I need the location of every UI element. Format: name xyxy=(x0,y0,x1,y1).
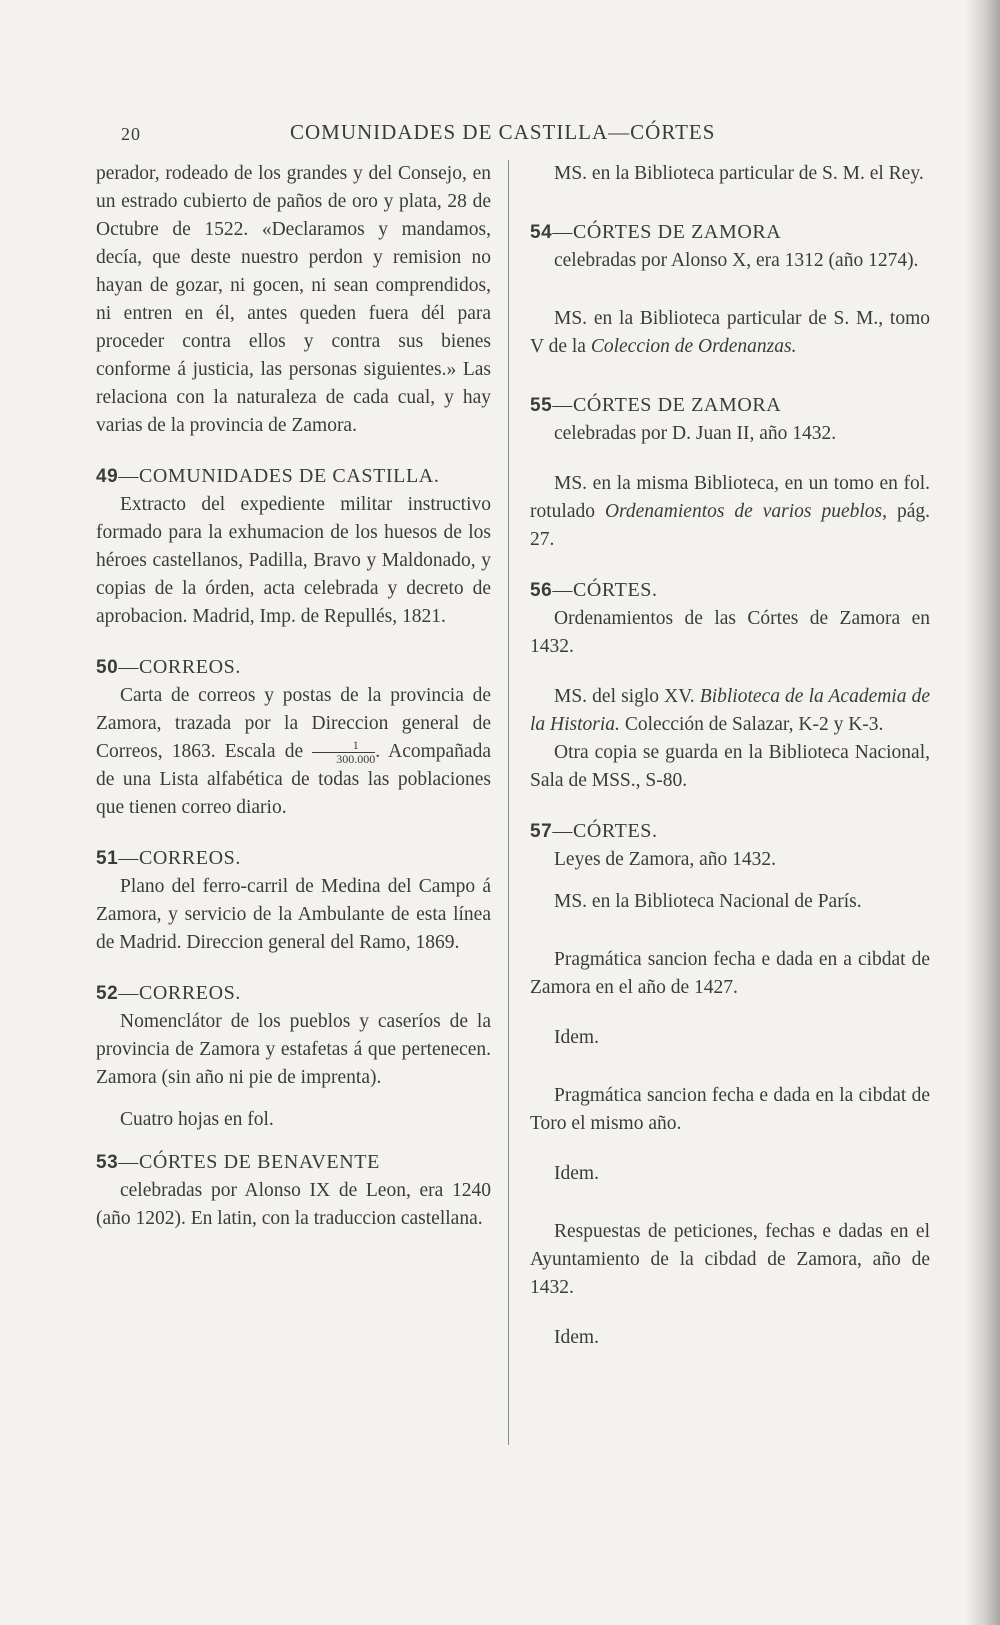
entry-50-heading xyxy=(96,653,491,682)
entry-57-note: MS. en la Biblioteca Nacional de París. xyxy=(554,891,862,912)
entry-49-title: —COMUNIDADES DE CASTILLA. xyxy=(118,465,440,487)
entry-51-heading xyxy=(96,844,491,873)
entry-56-heading xyxy=(530,576,930,605)
right-column xyxy=(530,160,930,1352)
entry-56-text: Ordenamientos de las Córtes de Zamora en 1432. xyxy=(530,608,930,657)
entry-56-note-2: Otra copia se guarda en la Biblioteca Nacional, Sala de MSS., S-80. xyxy=(530,742,930,791)
entry-48-continuation: perador, rodeado de los grandes y del Consejo, en un estrado cubierto de paños de oro y plata, 28 de Octubre de 1522. «Declaramos y mandamos, decía, que deste nuestro perdon y remision no hayan de gozar, ni gocen, ni sean comprendidos, ni entren en él, antes queden fuera dél para proceder contra ellos y contra sus bienes conforme á justicia, las personas siguientes.» Las relaciona con la naturaleza de cada cual, y hay varias de la provincia de Zamora. xyxy=(96,163,491,436)
entry-55-title: —CÓRTES DE ZAMORA xyxy=(552,394,782,416)
entry-54-note-a: MS. en la Biblioteca particular de S. M., tomo V de la xyxy=(530,308,930,357)
entry-54-title: —CÓRTES DE ZAMORA xyxy=(552,221,782,243)
pragmatica-2: Pragmática sancion fecha e dada en la cibdat de Toro el mismo año. xyxy=(530,1085,930,1134)
page-number: 20 xyxy=(121,124,141,144)
entry-53-title: —CÓRTES DE BENAVENTE xyxy=(118,1151,380,1174)
entry-52-note: Cuatro hojas en fol. xyxy=(120,1109,274,1131)
page-edge-shadow xyxy=(966,0,1000,1625)
entry-54-note-italic: Coleccion de Ordenanzas. xyxy=(590,336,797,357)
entry-49-text: Extracto del expediente militar instructivo formado para la exhumacion de los huesos de los héroes castellanos, Padilla, Bravo y Maldonado, y copias de la órden, acta celebrada y decreto de aprobacion. Madrid, Imp. de Repullés, 1821. xyxy=(96,494,491,627)
entry-53-number: 53 xyxy=(96,1152,119,1174)
entry-51-number: 51 xyxy=(96,848,119,870)
entry-54-heading xyxy=(530,218,930,247)
running-header xyxy=(0,120,1000,154)
entry-55-note-a: MS. en la misma Biblioteca, en un tomo en fol. rotulado xyxy=(530,473,930,522)
entry-56-note-italic: Biblioteca de la Academia de la Historia. xyxy=(530,686,930,735)
entry-50-number: 50 xyxy=(96,657,119,678)
entry-57-title: —CÓRTES. xyxy=(552,820,658,842)
entry-50-text-b: . Acompañada de una Lista alfabética de todas las poblaciones que tienen correo diario. xyxy=(96,741,491,819)
scale-fraction xyxy=(312,739,375,766)
idem-2: Idem. xyxy=(554,1163,599,1184)
entry-50-text xyxy=(96,682,491,822)
entry-56-note-b: Colección de Salazar, K-2 y K-3. xyxy=(619,714,884,735)
entry-56-number: 56 xyxy=(530,580,553,601)
entry-49-heading xyxy=(96,462,491,491)
left-column xyxy=(96,160,491,1233)
entry-53-text: celebradas por Alonso IX de Leon, era 1240 (año 1202). En latin, con la traduccion castellana. xyxy=(96,1180,491,1230)
fraction-denominator: 300.000 xyxy=(336,752,376,767)
entry-51-title: —CORREOS. xyxy=(118,847,241,870)
entry-55-note xyxy=(530,470,930,554)
entry-51-text: Plano del ferro-carril de Medina del Campo á Zamora, y servicio de la Ambulante de esta línea de Madrid. Direccion general del Ramo, 1869. xyxy=(96,876,491,954)
entry-52-text: Nomenclátor de los pueblos y caseríos de la provincia de Zamora y estafetas á que pertenecen. Zamora (sin año ni pie de imprenta). xyxy=(96,1011,491,1089)
entry-50-title: —CORREOS. xyxy=(118,656,241,678)
idem-1: Idem. xyxy=(554,1027,599,1048)
entry-53-heading xyxy=(96,1148,491,1177)
entry-52-title: —CORREOS. xyxy=(118,982,241,1005)
column-divider xyxy=(508,160,509,1445)
entry-54-number: 54 xyxy=(530,222,553,243)
entry-49-number: 49 xyxy=(96,466,119,487)
entry-57-number: 57 xyxy=(530,821,553,842)
respuestas-peticiones: Respuestas de peticiones, fechas e dadas en el Ayuntamiento de la cibdad de Zamora, año de 1432. xyxy=(530,1221,930,1298)
entry-55-note-b: , pág. 27. xyxy=(530,501,930,550)
entry-56-title: —CÓRTES. xyxy=(552,579,658,601)
entry-52-heading xyxy=(96,979,491,1008)
entry-55-number: 55 xyxy=(530,395,553,416)
idem-3: Idem. xyxy=(554,1327,599,1348)
running-title: COMUNIDADES DE CASTILLA—CÓRTES xyxy=(290,120,716,144)
entry-57-text: Leyes de Zamora, año 1432. xyxy=(554,849,777,870)
fraction-numerator: 1 xyxy=(312,739,375,753)
entry-55-heading xyxy=(530,391,930,420)
entry-50-text-a: Carta de correos y postas de la provincia de Zamora, trazada por la Direccion general de Correos, 1863. Escala de xyxy=(96,685,491,762)
entry-54-text: celebradas por Alonso X, era 1312 (año 1274). xyxy=(554,250,919,271)
entry-55-text: celebradas por D. Juan II, año 1432. xyxy=(554,423,837,444)
entry-57-heading xyxy=(530,817,930,846)
entry-54-note xyxy=(530,305,930,361)
entry-56-note xyxy=(530,683,930,739)
entry-55-note-italic: Ordenamientos de varios pueblos xyxy=(604,501,883,522)
entry-56-note-a: MS. del siglo XV. xyxy=(554,686,700,707)
entry-52-number: 52 xyxy=(96,983,119,1005)
pragmatica-1: Pragmática sancion fecha e dada en a cibdat de Zamora en el año de 1427. xyxy=(530,949,930,998)
entry-53-note: MS. en la Biblioteca particular de S. M. el Rey. xyxy=(554,163,924,184)
